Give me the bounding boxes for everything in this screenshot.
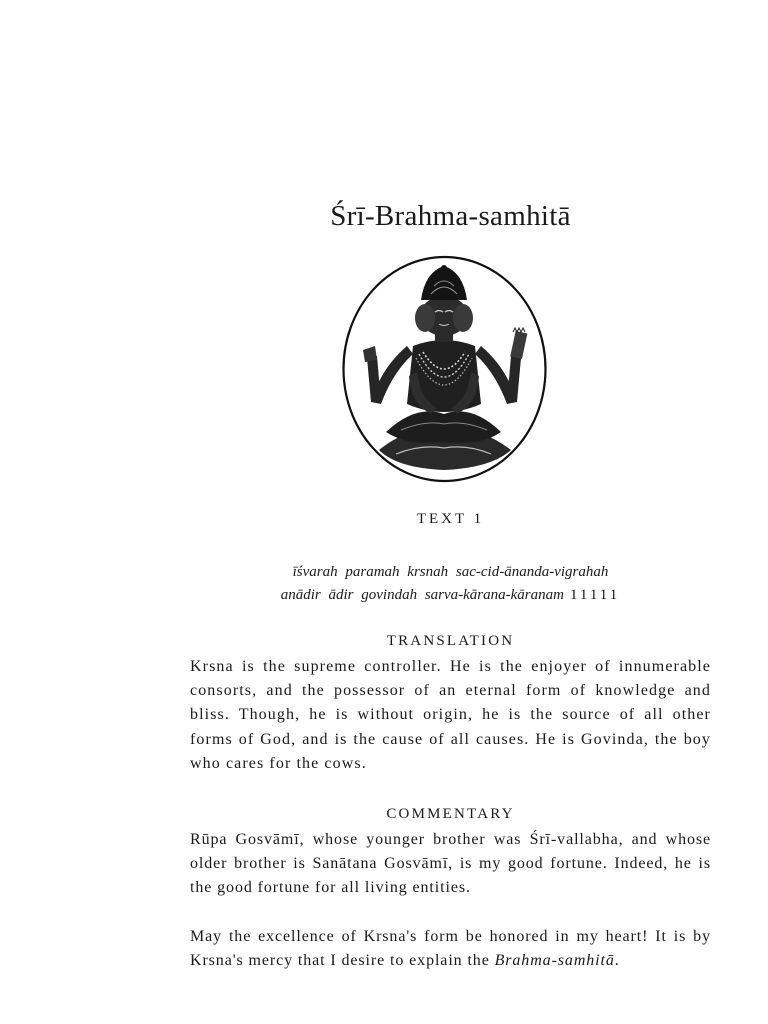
commentary-heading: COMMENTARY	[386, 806, 515, 822]
commentary-paragraph-1: Rūpa Gosvāmī, whose younger brother was Śrī-vallabha, and whose older brother is Sanātana Gosvāmī, is my good fortune. Indeed, he is the good fortune for all living entities.	[190, 831, 711, 897]
verse-line-2-text: anādir ādir govindah sarva-kārana-kāranam	[280, 587, 564, 603]
translation-body: Krsna is the supreme controller. He is the enjoyer of innumerable consorts, and the possessor of an eternal form of knowledge and bliss. Though, he is without origin, he is the source of all other forms of God, and is the cause of all causes. He is Govinda, the boy who cares for the cows.	[190, 658, 711, 772]
commentary-paragraph-2-end: .	[614, 952, 620, 970]
sanskrit-verse	[190, 561, 711, 607]
deity-emblem-icon	[341, 254, 548, 484]
page-title: Śrī-Brahma-samhitā	[330, 200, 571, 232]
verse-end-number: 11111	[569, 587, 621, 603]
book-title-reference: Brahma-samhitā	[494, 952, 615, 970]
verse-line-1: īśvarah paramah krsnah sac-cid-ānanda-vigrahah	[292, 564, 609, 580]
commentary-paragraph-2	[190, 925, 711, 973]
translation-heading: TRANSLATION	[386, 633, 515, 649]
commentary-paragraph-2-text: May the excellence of Krsna's form be honored in my heart! It is by Krsna's mercy that I desire to explain the	[190, 928, 711, 970]
verse-line-2	[190, 584, 711, 607]
verse-number-heading: TEXT 1	[416, 511, 485, 527]
